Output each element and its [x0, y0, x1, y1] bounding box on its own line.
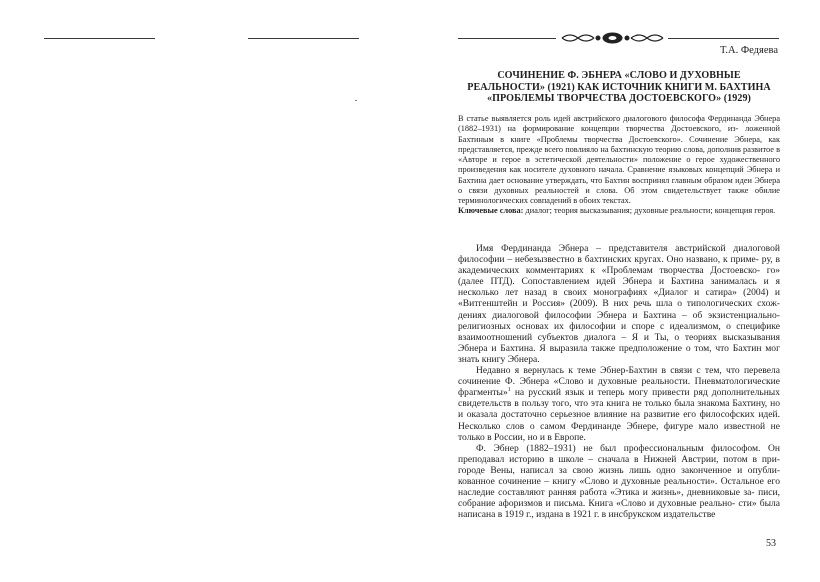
header-rule-left [44, 38, 155, 39]
footnote-marker[interactable]: 1 [507, 387, 511, 394]
header-rule-right [668, 38, 779, 39]
header-rule-left [458, 38, 556, 39]
paragraph-3: Ф. Эбнер (1882–1931) не был профессиональным философом. Он преподавал историю в школе – сначала в Нижней Австрии, потом в при- городе Вены, написал за свою жизнь лишь одно законченное и опубли- кованное сочинение – книгу «Слово и духовные реальности». Остальное его наследие составляют ранняя работа «Этика и жизнь», дневниковые за- писи, собрание афоризмов и письма. Книга «Слово и духовные реально- сти» была написана в 1919 г., издана в 1921 г. в инсбрукском издательстве [458, 442, 781, 521]
title-line: СОЧИНЕНИЕ Ф. ЭБНЕРА «СЛОВО И ДУХОВНЫЕ [497, 70, 741, 81]
paragraph-2: Недавно я вернулась к теме Эбнер-Бахтин в связи с тем, что перевела сочинение Ф. Эбнера «Слово и духовные реальности. Пневматологические фрагменты»$^1$ на русский язык и теперь могу привести ряд дополнительных свидетельств в пользу того, что эта книга не только была знакома Бахтину, но и оказала достаточно серьезное влияние на развитие его философских идей. Несколько слов о самом Фердинанде Эбнере, фигуре мало известной не только в России, но и в Европе. [458, 365, 781, 443]
title-line: «ПРОБЛЕМЫ ТВОРЧЕСТВА ДОСТОЕВСКОГО» (1929) [487, 93, 751, 104]
paragraph-1: Имя Фердинанда Эбнера – представителя австрийской диалоговой философии – небезызвестно в бахтинских кругах. Оно названо, к приме- ру, в академических комментариях к «Проблемам творчества Достоевско- го» (далее ПТД). Сопоставлением идей Эбнера и Бахтина занималась и я несколько лет назад в своих монографиях «Диалог и сатира» (2004) и «Витгенштейн и Россия» (2009). В них речь шла о типологических схож- дениях диалоговой философии Эбнера и Бахтина – об экзистенциально- религиозных основах их философии и споре с идеализмом, о специфике взаимоотношений субъектов диалога – Я и Ты, о теориях высказывания Эбнера и Бахтина. Я выразила также предположение о том, что Бахтин мог знать книгу Эбнера. [458, 243, 780, 365]
abstract [458, 114, 780, 217]
article-body [458, 243, 780, 520]
keywords-label: Ключевые слова: [458, 206, 524, 216]
ornament-divider-icon [560, 31, 665, 45]
keywords: Ключевые слова: диалог; теория высказывания; духовные реальности; концепция героя. [458, 206, 776, 216]
page-number: 53 [766, 538, 776, 549]
header-rule-right [248, 38, 359, 39]
article-title [458, 70, 780, 105]
right-page [410, 0, 820, 582]
title-line: РЕАЛЬНОСТИ» (1921) КАК ИСТОЧНИК КНИГИ М. БАХТИНА [467, 81, 771, 93]
abstract-text: В статье выявляется роль идей австрийского диалогового философа Фердинанда Эбнера (1882–1931) на формирование концепции творчества Достоевского, из- ложенной Бахтиным в книге «Проблемы творчества Достоевского». Сочинение Эбнера, как представляется, прежде всего повлияло на бахтинскую теорию слова, дополнив развитое в «Авторе и герое в эстетической деятельности» положение о герое художественного произведения как носителе духовного начала. Сравнение языковых концепций Эбнера и Бахтина дает основание утверждать, что Бахтин воспринял главным образом идеи Эбнера о связи духовных реальностей и слова. Об этом свидетельствует также обилие терминологических совпадений в обоих текстах. [458, 114, 781, 205]
stray-mark [355, 100, 357, 101]
running-head-author: Т.А. Федяева [720, 45, 778, 56]
